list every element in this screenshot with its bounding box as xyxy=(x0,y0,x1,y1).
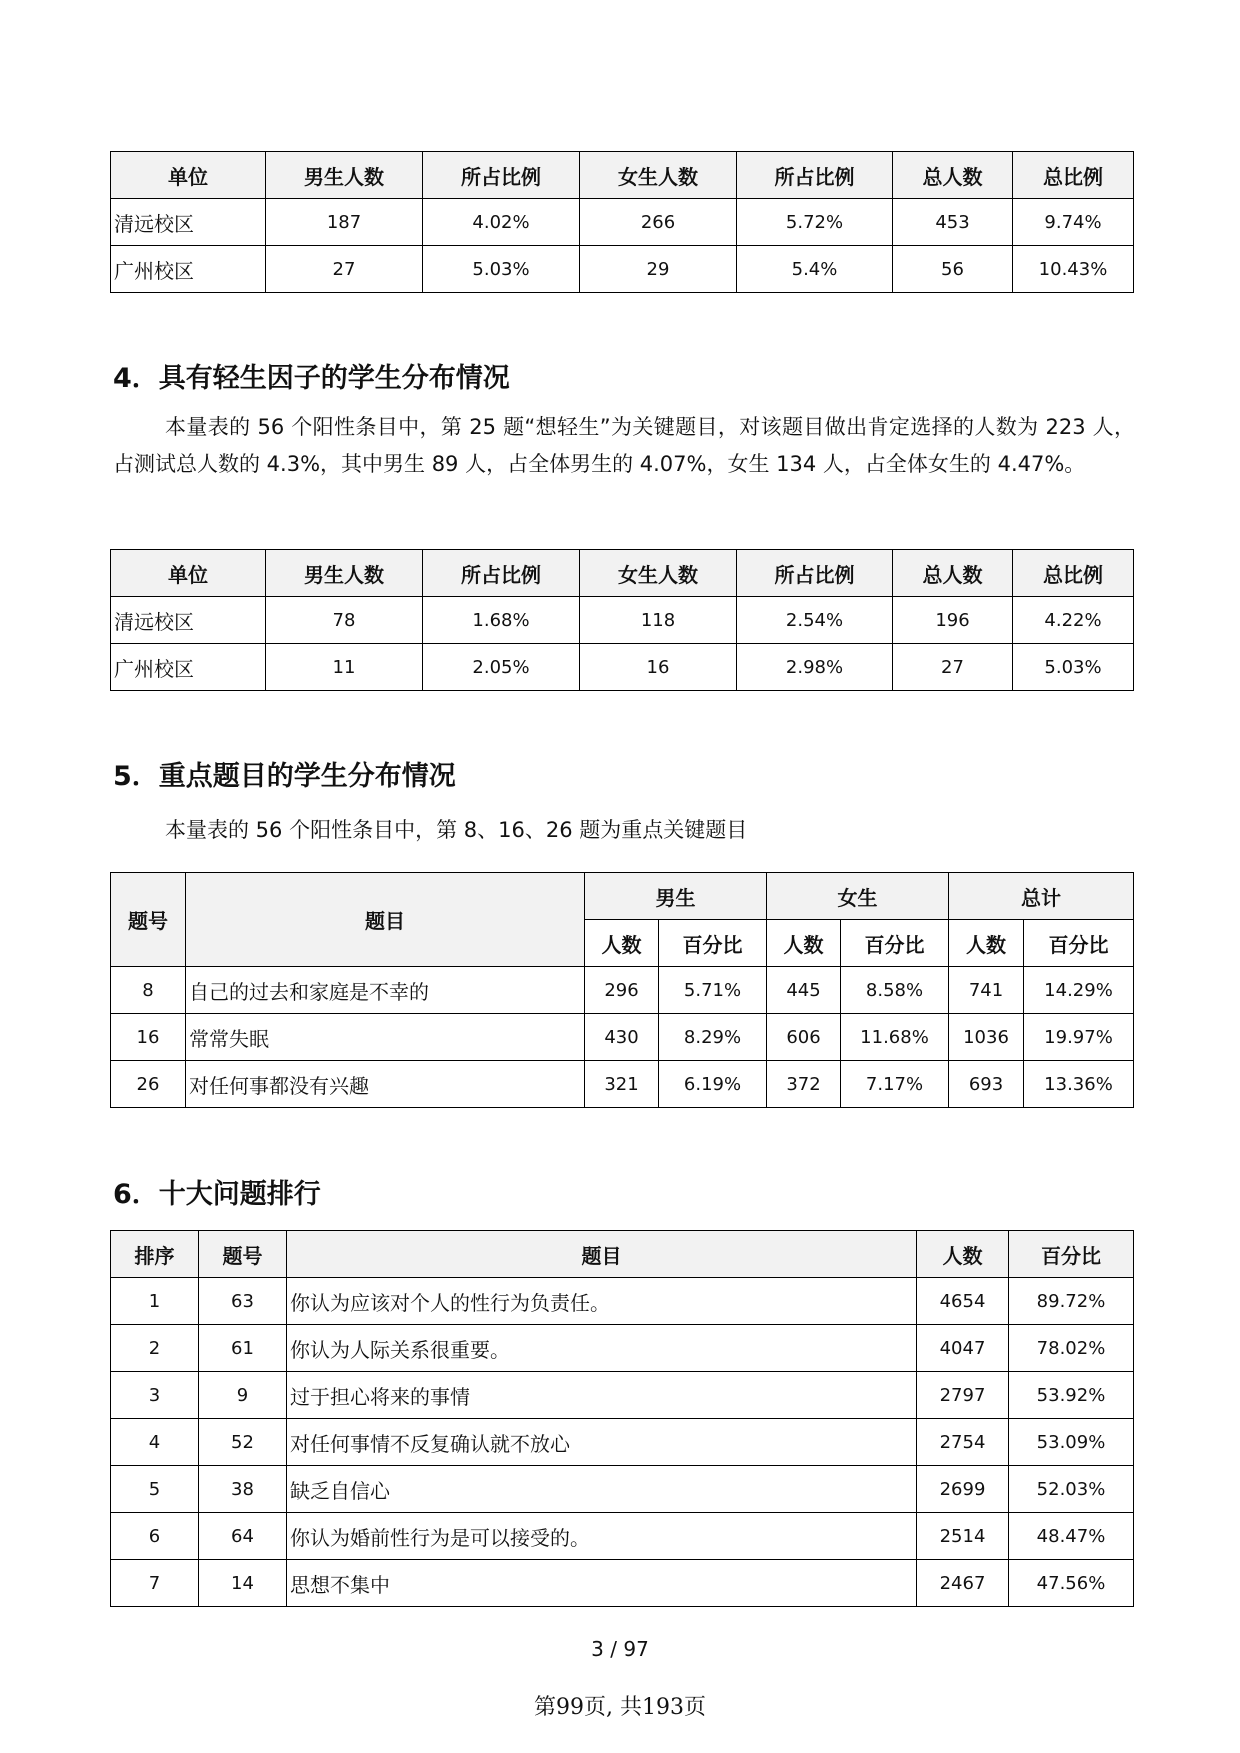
top-ten-problems-table xyxy=(110,1230,1134,1607)
header-cell: 人数 xyxy=(767,920,841,967)
cell-item: 你认为人际关系很重要。 xyxy=(287,1325,917,1372)
section-4-title: 4．具有轻生因子的学生分布情况 xyxy=(113,363,510,394)
header-cell: 女生人数 xyxy=(580,550,737,597)
table-row xyxy=(111,1278,1134,1325)
cell: 4.02% xyxy=(423,199,580,246)
table-header-row xyxy=(111,152,1134,199)
header-cell: 排序 xyxy=(111,1231,199,1278)
header-cell: 题号 xyxy=(111,873,186,967)
cell-item: 你认为应该对个人的性行为负责任。 xyxy=(287,1278,917,1325)
header-cell: 单位 xyxy=(111,550,266,597)
cell: 4047 xyxy=(917,1325,1009,1372)
cell: 52 xyxy=(199,1419,287,1466)
cell: 2.54% xyxy=(737,597,893,644)
header-cell: 男生人数 xyxy=(266,550,423,597)
cell: 64 xyxy=(199,1513,287,1560)
cell: 53.09% xyxy=(1009,1419,1134,1466)
cell-unit: 清远校区 xyxy=(111,199,266,246)
cell-item: 对任何事都没有兴趣 xyxy=(186,1061,585,1108)
cell: 8.29% xyxy=(659,1014,767,1061)
cell: 5 xyxy=(111,1466,199,1513)
cell: 5.4% xyxy=(737,246,893,293)
table-row xyxy=(111,199,1134,246)
cell: 14 xyxy=(199,1560,287,1607)
cell: 1.68% xyxy=(423,597,580,644)
header-cell: 总比例 xyxy=(1013,550,1134,597)
cell: 26 xyxy=(111,1061,186,1108)
table-row xyxy=(111,1513,1134,1560)
cell: 266 xyxy=(580,199,737,246)
cell: 14.29% xyxy=(1024,967,1134,1014)
cell: 19.97% xyxy=(1024,1014,1134,1061)
cell: 89.72% xyxy=(1009,1278,1134,1325)
cell: 453 xyxy=(893,199,1013,246)
page-number: 3 / 97 xyxy=(591,1637,649,1661)
cell: 445 xyxy=(767,967,841,1014)
cell: 53.92% xyxy=(1009,1372,1134,1419)
cell-item: 缺乏自信心 xyxy=(287,1466,917,1513)
header-cell: 人数 xyxy=(949,920,1024,967)
cell-unit: 广州校区 xyxy=(111,246,266,293)
cell: 2.98% xyxy=(737,644,893,691)
header-cell: 百分比 xyxy=(1009,1231,1134,1278)
cell-item: 你认为婚前性行为是可以接受的。 xyxy=(287,1513,917,1560)
table-row xyxy=(111,1466,1134,1513)
section-6-title: 6．十大问题排行 xyxy=(113,1179,321,1210)
cell: 3 xyxy=(111,1372,199,1419)
cell: 38 xyxy=(199,1466,287,1513)
cell: 8.58% xyxy=(841,967,949,1014)
cell: 6 xyxy=(111,1513,199,1560)
cell: 27 xyxy=(266,246,423,293)
header-cell: 所占比例 xyxy=(423,152,580,199)
cell: 10.43% xyxy=(1013,246,1134,293)
table-row xyxy=(111,246,1134,293)
cell: 11 xyxy=(266,644,423,691)
cell: 2797 xyxy=(917,1372,1009,1419)
table-row xyxy=(111,644,1134,691)
table-header-row xyxy=(111,550,1134,597)
cell: 8 xyxy=(111,967,186,1014)
section-4-paragraph: 本量表的 56 个阳性条目中，第 25 题“想轻生”为关键题目，对该题目做出肯定选择的人数为 223 人，占测试总人数的 4.3%，其中男生 89 人，占全体男生的 4.07%，女生 134 人，占全体女生的 4.47%。 xyxy=(113,415,1135,476)
cell: 430 xyxy=(585,1014,659,1061)
table-header-row xyxy=(111,873,1134,920)
table-row xyxy=(111,597,1134,644)
cell-item: 对任何事情不反复确认就不放心 xyxy=(287,1419,917,1466)
header-cell: 男生人数 xyxy=(266,152,423,199)
header-cell: 总比例 xyxy=(1013,152,1134,199)
cell: 78.02% xyxy=(1009,1325,1134,1372)
header-cell: 单位 xyxy=(111,152,266,199)
cell: 78 xyxy=(266,597,423,644)
cell: 2 xyxy=(111,1325,199,1372)
campus-distribution-table-1 xyxy=(110,151,1134,293)
table-header-row xyxy=(111,1231,1134,1278)
header-cell: 总人数 xyxy=(893,152,1013,199)
cell: 1 xyxy=(111,1278,199,1325)
cell: 29 xyxy=(580,246,737,293)
header-cell: 人数 xyxy=(917,1231,1009,1278)
header-cell: 百分比 xyxy=(659,920,767,967)
cell: 4654 xyxy=(917,1278,1009,1325)
cell-item: 自己的过去和家庭是不幸的 xyxy=(186,967,585,1014)
cell: 196 xyxy=(893,597,1013,644)
header-cell: 所占比例 xyxy=(737,152,893,199)
cell: 16 xyxy=(580,644,737,691)
header-cell: 女生 xyxy=(767,873,949,920)
cell: 47.56% xyxy=(1009,1560,1134,1607)
cell: 7 xyxy=(111,1560,199,1607)
cell: 5.03% xyxy=(423,246,580,293)
cell: 5.71% xyxy=(659,967,767,1014)
cell: 7.17% xyxy=(841,1061,949,1108)
campus-distribution-table-2 xyxy=(110,549,1134,691)
cell: 4 xyxy=(111,1419,199,1466)
cell: 4.22% xyxy=(1013,597,1134,644)
cell: 296 xyxy=(585,967,659,1014)
cell: 61 xyxy=(199,1325,287,1372)
table-row xyxy=(111,1061,1134,1108)
table-row xyxy=(111,1325,1134,1372)
header-cell: 总计 xyxy=(949,873,1134,920)
cell: 9.74% xyxy=(1013,199,1134,246)
header-cell: 男生 xyxy=(585,873,767,920)
header-cell: 题目 xyxy=(186,873,585,967)
page-footer: 第99页, 共193页 xyxy=(534,1695,706,1720)
section-5-title: 5．重点题目的学生分布情况 xyxy=(113,761,456,792)
header-cell: 题号 xyxy=(199,1231,287,1278)
cell: 2514 xyxy=(917,1513,1009,1560)
table-row xyxy=(111,1560,1134,1607)
cell: 27 xyxy=(893,644,1013,691)
table-row xyxy=(111,1372,1134,1419)
cell: 372 xyxy=(767,1061,841,1108)
header-cell: 百分比 xyxy=(1024,920,1134,967)
cell: 48.47% xyxy=(1009,1513,1134,1560)
cell-item: 过于担心将来的事情 xyxy=(287,1372,917,1419)
section-5-paragraph: 本量表的 56 个阳性条目中，第 8、16、26 题为重点关键题目 xyxy=(165,818,748,842)
cell: 13.36% xyxy=(1024,1061,1134,1108)
cell: 9 xyxy=(199,1372,287,1419)
cell-item: 常常失眠 xyxy=(186,1014,585,1061)
cell: 52.03% xyxy=(1009,1466,1134,1513)
cell: 2754 xyxy=(917,1419,1009,1466)
cell: 118 xyxy=(580,597,737,644)
cell: 5.03% xyxy=(1013,644,1134,691)
cell: 1036 xyxy=(949,1014,1024,1061)
cell: 63 xyxy=(199,1278,287,1325)
cell: 693 xyxy=(949,1061,1024,1108)
cell-unit: 清远校区 xyxy=(111,597,266,644)
table-row xyxy=(111,967,1134,1014)
cell: 11.68% xyxy=(841,1014,949,1061)
key-items-table xyxy=(110,872,1134,1108)
cell: 741 xyxy=(949,967,1024,1014)
header-cell: 女生人数 xyxy=(580,152,737,199)
cell: 2.05% xyxy=(423,644,580,691)
header-cell: 所占比例 xyxy=(423,550,580,597)
header-cell: 总人数 xyxy=(893,550,1013,597)
cell: 187 xyxy=(266,199,423,246)
cell: 321 xyxy=(585,1061,659,1108)
cell: 16 xyxy=(111,1014,186,1061)
cell: 6.19% xyxy=(659,1061,767,1108)
cell-item: 思想不集中 xyxy=(287,1560,917,1607)
cell: 2699 xyxy=(917,1466,1009,1513)
cell: 606 xyxy=(767,1014,841,1061)
header-cell: 题目 xyxy=(287,1231,917,1278)
header-cell: 百分比 xyxy=(841,920,949,967)
cell: 56 xyxy=(893,246,1013,293)
cell-unit: 广州校区 xyxy=(111,644,266,691)
table-row xyxy=(111,1419,1134,1466)
cell: 2467 xyxy=(917,1560,1009,1607)
header-cell: 所占比例 xyxy=(737,550,893,597)
header-cell: 人数 xyxy=(585,920,659,967)
table-row xyxy=(111,1014,1134,1061)
cell: 5.72% xyxy=(737,199,893,246)
